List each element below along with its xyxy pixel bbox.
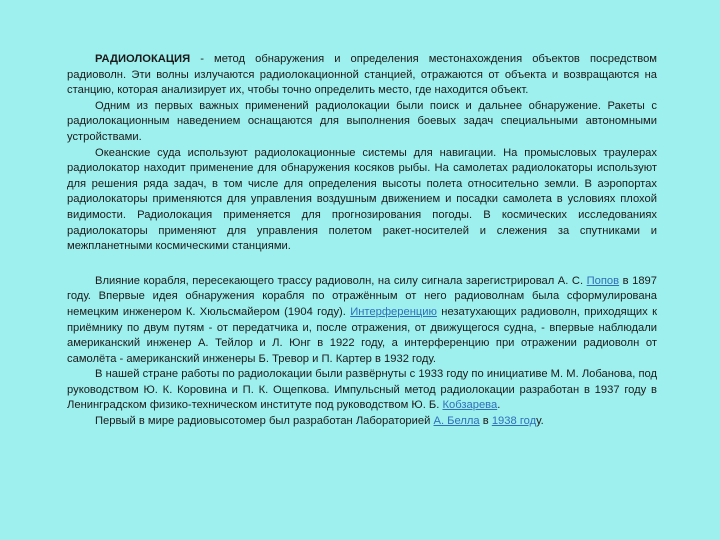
paragraph-altimeter (67, 414, 657, 430)
text-fragment: . (497, 399, 501, 412)
paragraph-early-uses: Одним из первых важных применений радиолокации были поиск и дальнее обнаружение. Ракеты с радиолокационным наведением оснащаются для выполнения боевых задач специальными автономными устройствами. (67, 99, 657, 143)
term-radiolocation: РАДИОЛОКАЦИЯ (95, 53, 191, 65)
definition-text: - метод обнаружения и определения местонахождения объектов посредством радиоволн. Эти волны излучаются радиолокационной станцией, отражаются от объекта и возвращаются на станцию, которая анализирует их, чтобы точно определить место, где находится объект. (67, 53, 657, 97)
paragraph-history-ussr (67, 367, 657, 414)
paragraph-history-early (67, 274, 657, 368)
link-kobzarev[interactable]: Кобзарева (442, 399, 498, 412)
text-fragment: незатухающих радиоволн, приходящих к приёмнику по двум путям - от передатчика и, после отражения, от движущегося судна, - впервые наблюдали американский инженер А. Тейлор и Л. Юнг в 1922 году, а интерференцию при отражении радиоволн от самолёта - американский инженеры Б. Тревор и П. Картер в 1932 году. (67, 305, 657, 365)
link-1938[interactable]: 1938 год (491, 415, 537, 428)
text-fragment: в (479, 415, 492, 428)
paragraph-applications: Океанские суда используют радиолокационные системы для навигации. На промысловых траулерах радиолокатор находит применение для обнаружения косяков рыбы. На самолетах радиолокаторы используют для решения ряда задач, в том числе для определения высоты полета относительно земли. В аэропортах радиолокаторы применяются для управления воздушным движением и посадки самолета в условиях плохой видимости. Радиолокация применяется для прогнозирования погоды. В космических исследованиях радиолокаторы применяют для управления полетом ракет-носителей и слежения за спутниками и межпланетными космическими станциями. (67, 146, 657, 253)
text-fragment: у. (536, 415, 544, 428)
paragraph-definition (67, 52, 657, 99)
link-bell[interactable]: А. Белла (433, 415, 480, 428)
document-page (67, 52, 657, 430)
section-radiolocation-definition (67, 52, 657, 255)
link-popov[interactable]: Попов (586, 274, 620, 287)
section-divider (67, 255, 657, 274)
text-fragment: в 1897 году. Впервые идея обнаружения корабля по отражённым от него радиоволнам была сформулирована немецким инженером К. Хюльсмайером (1904 году). (67, 274, 657, 318)
link-interference[interactable]: Интерференцию (350, 305, 437, 318)
section-history (67, 274, 657, 430)
text-fragment: Влияние корабля, пересекающего трассу радиоволн, на силу сигнала зарегистрировал А. С. (95, 274, 587, 287)
text-fragment: В нашей стране работы по радиолокации были развёрнуты с 1933 году по инициативе М. М. Лобанова, под руководством Ю. К. Коровина и П. К. Ощепкова. Импульсный метод радиолокации разработан в 1937 году в Ленинградском физико-техническом институте под руководством Ю. Б. (67, 368, 657, 412)
text-fragment: Первый в мире радиовысотомер был разработан Лабораторией (95, 415, 434, 428)
